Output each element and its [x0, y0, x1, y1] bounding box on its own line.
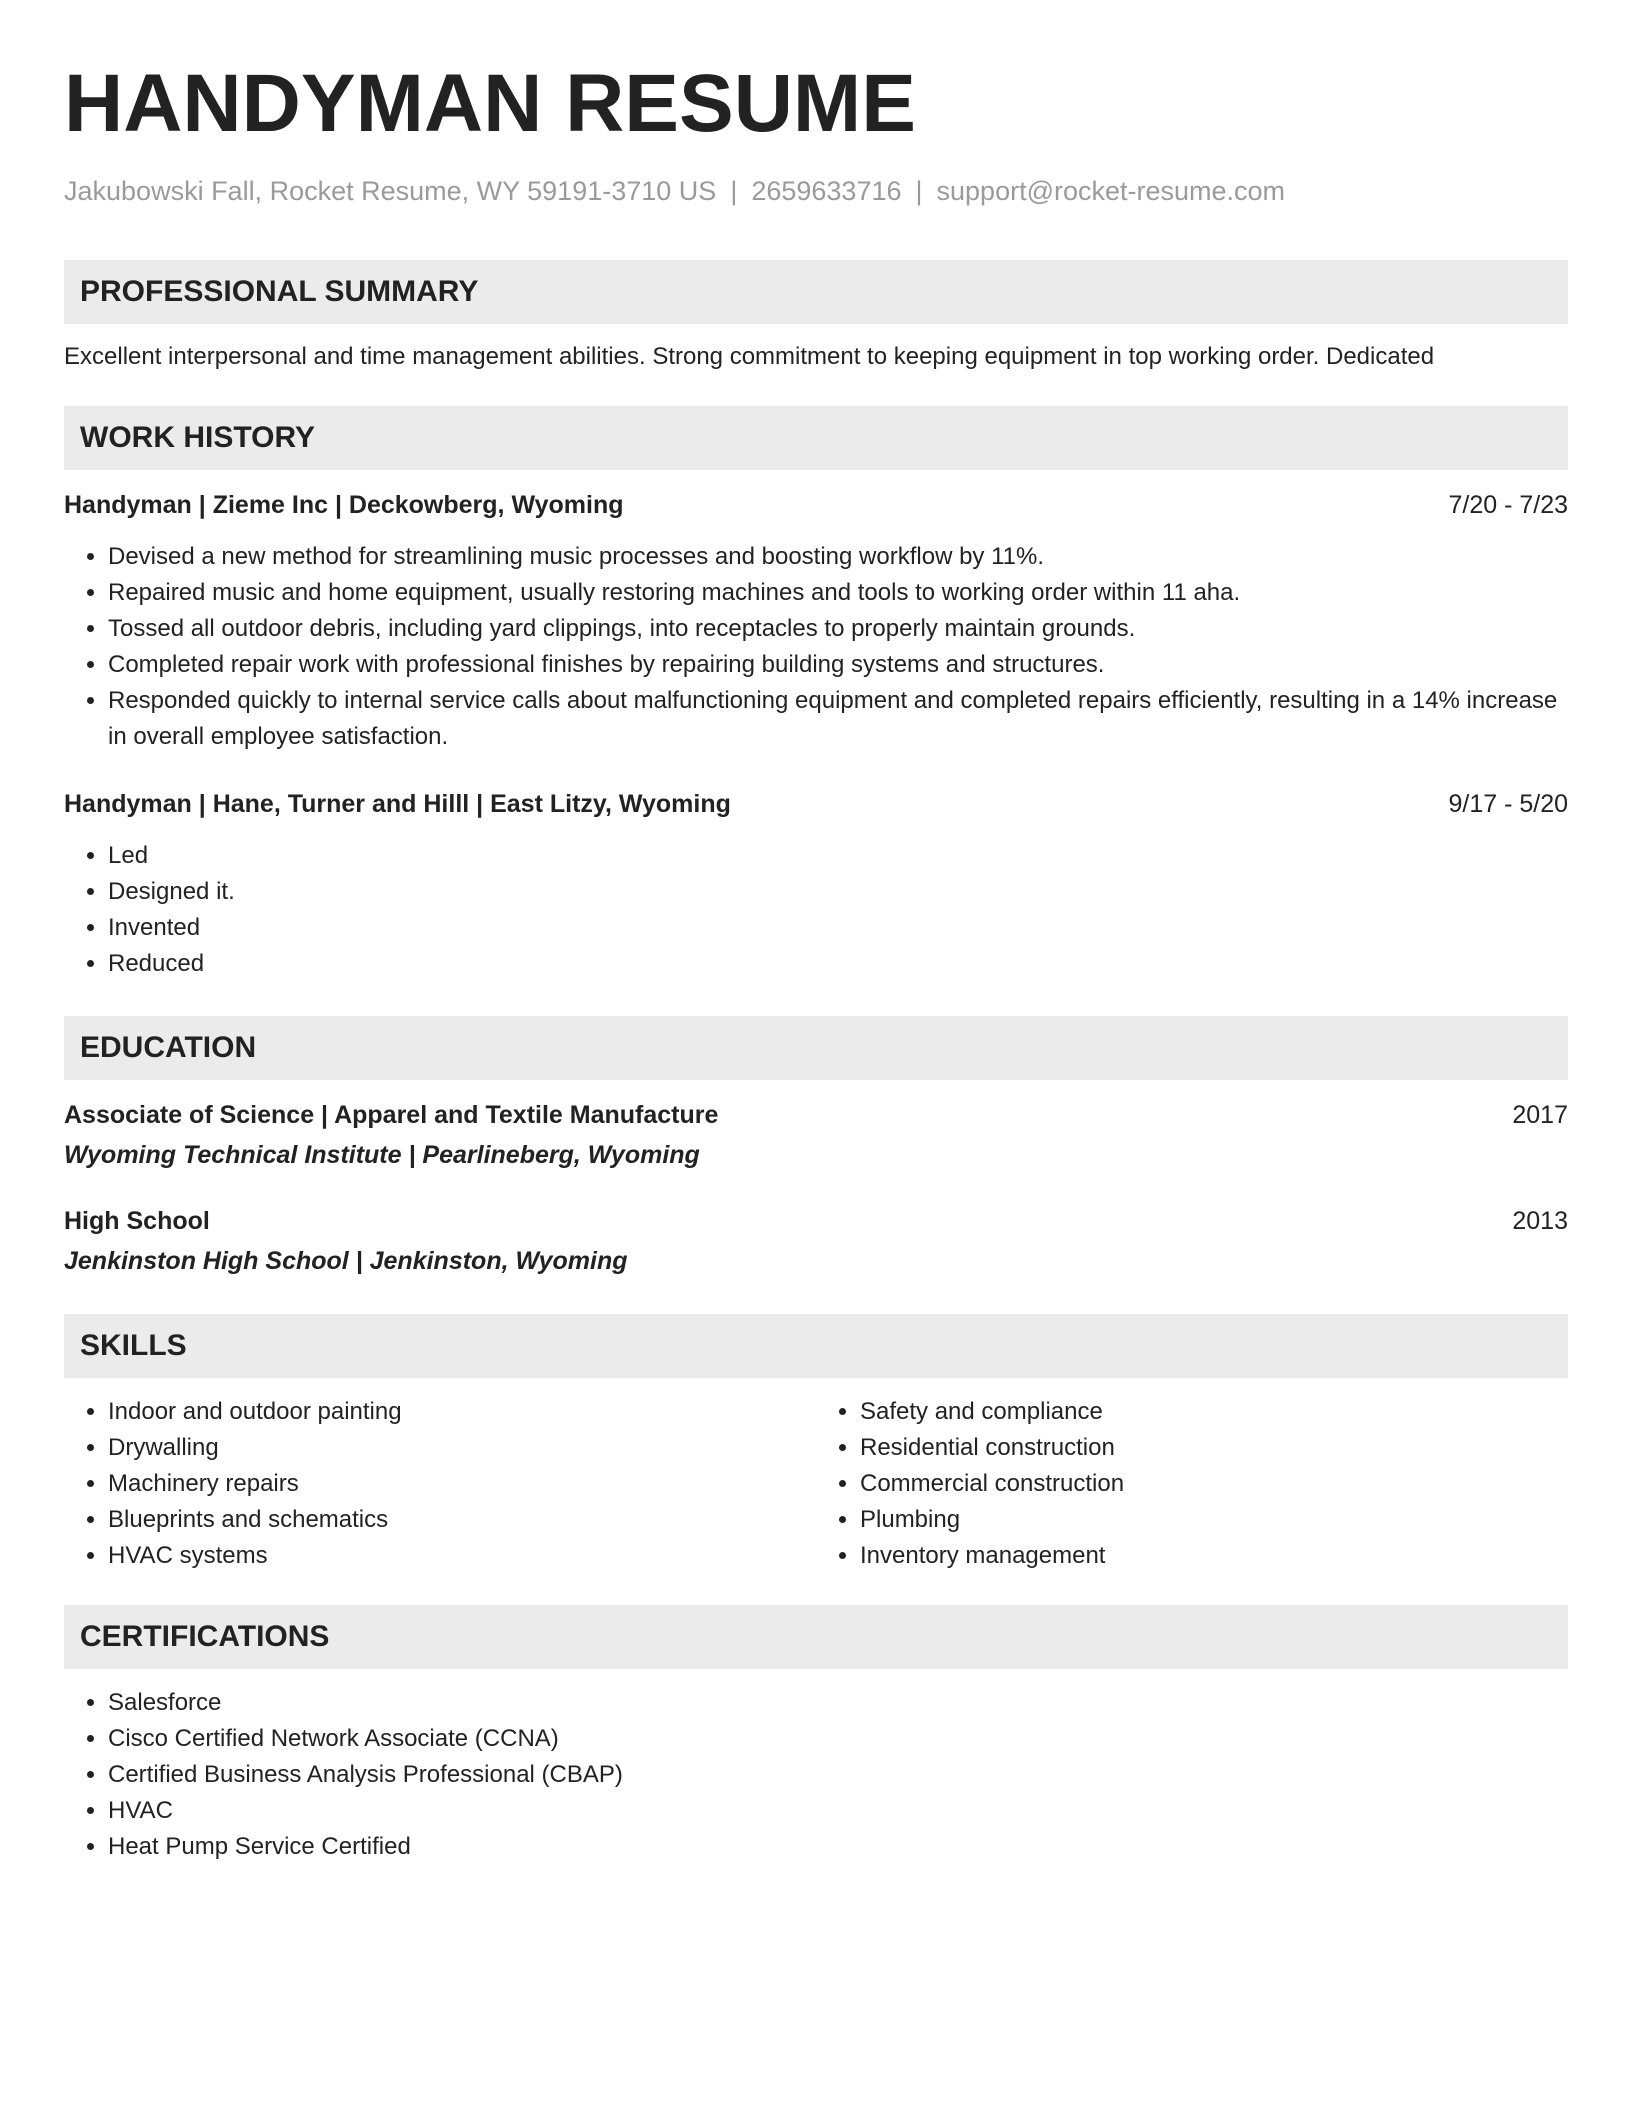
contact-line — [64, 174, 1568, 208]
education-header — [64, 1204, 1568, 1238]
skill-item: • Safety and compliance — [860, 1394, 1568, 1430]
education-header — [64, 1098, 1568, 1132]
education-institution: Jenkinston High School | Jenkinston, Wyoming — [64, 1247, 628, 1275]
job-bullet: • Reduced — [108, 946, 1568, 982]
education-year: 2017 — [1512, 1101, 1568, 1129]
job-bullet: • Repaired music and home equipment, usually restoring machines and tools to working order within 11 aha. — [108, 575, 1568, 611]
contact-separator: | — [915, 176, 923, 206]
education-heading: EDUCATION — [64, 1016, 1568, 1080]
job-bullet: • Responded quickly to internal service calls about malfunctioning equipment and completed repairs efficiently, resulting in a 14% increase in overall employee satisfaction. — [108, 683, 1568, 755]
education-entry — [64, 1204, 1568, 1278]
summary-section — [64, 260, 1568, 373]
job-bullet: • Completed repair work with professional finishes by repairing building systems and structures. — [108, 647, 1568, 683]
summary-text: Excellent interpersonal and time management abilities. Strong commitment to keeping equipment in top working order. Dedicated — [64, 343, 1435, 370]
job-bullets — [64, 539, 1568, 755]
job-title: Handyman | Zieme Inc | Deckowberg, Wyoming — [64, 491, 624, 519]
education-degree: Associate of Science | Apparel and Textile Manufacture — [64, 1101, 719, 1129]
job-entry — [64, 787, 1568, 982]
certification-item: • Salesforce — [108, 1685, 1568, 1721]
skill-item: • Machinery repairs — [108, 1466, 816, 1502]
job-dates: 7/20 - 7/23 — [1448, 491, 1568, 519]
skill-item: • Commercial construction — [860, 1466, 1568, 1502]
job-bullets — [64, 838, 1568, 982]
skill-item: • Inventory management — [860, 1538, 1568, 1574]
job-bullet: • Tossed all outdoor debris, including yard clippings, into receptacles to properly maintain grounds. — [108, 611, 1568, 647]
contact-separator: | — [730, 176, 738, 206]
job-header — [64, 787, 1568, 821]
job-title: Handyman | Hane, Turner and Hilll | East Litzy, Wyoming — [64, 790, 731, 818]
skill-item: • Residential construction — [860, 1430, 1568, 1466]
job-bullet: • Devised a new method for streamlining music processes and boosting workflow by 11%. — [108, 539, 1568, 575]
skills-columns — [64, 1394, 1568, 1574]
job-bullet: • Led — [108, 838, 1568, 874]
summary-heading: PROFESSIONAL SUMMARY — [64, 260, 1568, 324]
resume-title: HANDYMAN RESUME — [64, 58, 916, 149]
skills-list-left — [64, 1394, 816, 1574]
certification-item: • HVAC — [108, 1793, 1568, 1829]
job-entry — [64, 488, 1568, 755]
skills-heading: SKILLS — [64, 1314, 1568, 1378]
certification-item: • Cisco Certified Network Associate (CCNA) — [108, 1721, 1568, 1757]
contact-phone: 2659633716 — [751, 176, 902, 206]
contact-address: Jakubowski Fall, Rocket Resume, WY 59191-3710 US — [64, 176, 717, 206]
job-dates: 9/17 - 5/20 — [1448, 790, 1568, 818]
skill-item: • Drywalling — [108, 1430, 816, 1466]
job-header — [64, 488, 1568, 522]
contact-email: support@rocket-resume.com — [936, 176, 1286, 206]
work-history-section — [64, 406, 1568, 982]
education-institution: Wyoming Technical Institute | Pearlineberg, Wyoming — [64, 1141, 700, 1169]
job-bullet: • Designed it. — [108, 874, 1568, 910]
skills-section — [64, 1314, 1568, 1574]
education-year: 2013 — [1512, 1207, 1568, 1235]
certification-item: • Heat Pump Service Certified — [108, 1829, 1568, 1865]
skills-list-right — [816, 1394, 1568, 1574]
education-degree: High School — [64, 1207, 210, 1235]
certifications-heading: CERTIFICATIONS — [64, 1605, 1568, 1669]
education-section — [64, 1016, 1568, 1278]
certification-item: • Certified Business Analysis Professional (CBAP) — [108, 1757, 1568, 1793]
job-bullet: • Invented — [108, 910, 1568, 946]
skill-item: • HVAC systems — [108, 1538, 816, 1574]
education-entry — [64, 1098, 1568, 1172]
work-history-heading: WORK HISTORY — [64, 406, 1568, 470]
skill-item: • Blueprints and schematics — [108, 1502, 816, 1538]
skill-item: • Indoor and outdoor painting — [108, 1394, 816, 1430]
certifications-list — [64, 1685, 1568, 1865]
certifications-section — [64, 1605, 1568, 1865]
skill-item: • Plumbing — [860, 1502, 1568, 1538]
